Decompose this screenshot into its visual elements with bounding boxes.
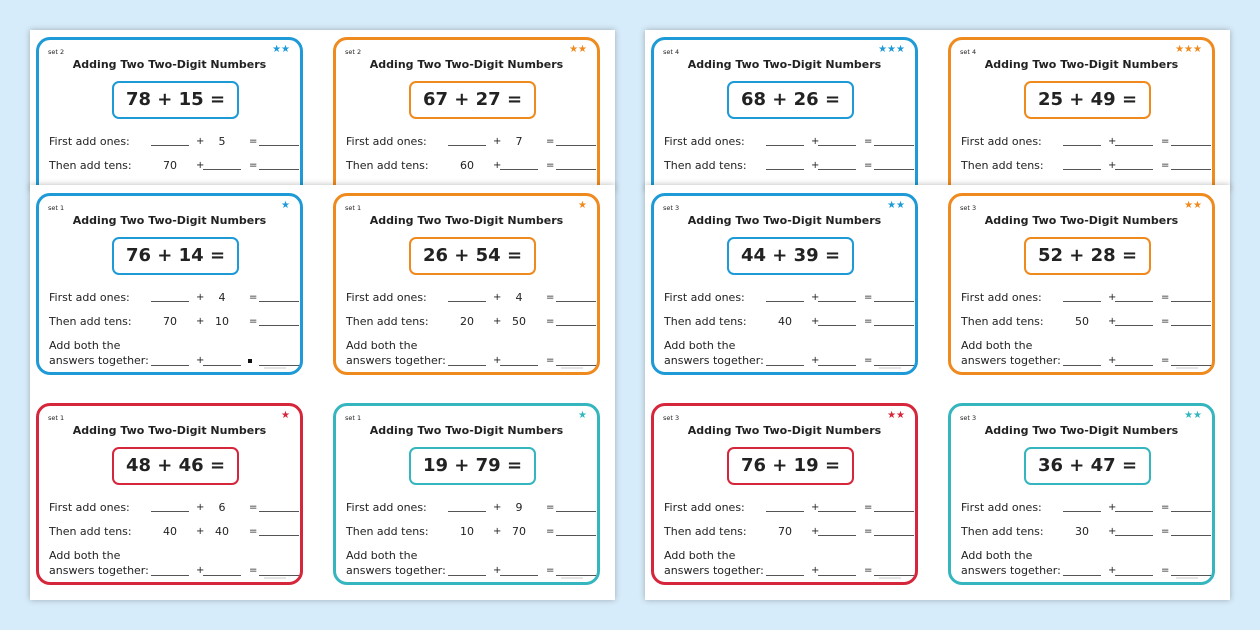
answers-together-label: answers together: <box>346 564 446 577</box>
difficulty-stars-icon: ★★ <box>272 44 290 55</box>
set-label: set 4 <box>960 48 977 56</box>
tens-value: 70 <box>163 315 177 328</box>
set-label: set 3 <box>663 204 680 212</box>
equals-sign: = <box>249 565 258 576</box>
first-add-ones-label: First add ones: <box>664 291 745 304</box>
card-title: Adding Two Two-Digit Numbers <box>72 214 267 227</box>
answer-blank[interactable] <box>556 511 596 512</box>
answer-blank[interactable] <box>556 575 596 576</box>
answer-blank[interactable] <box>874 169 914 170</box>
answer-blank[interactable] <box>259 145 299 146</box>
equals-sign: = <box>864 502 873 513</box>
card-title: Adding Two Two-Digit Numbers <box>369 424 564 437</box>
footer-mark <box>264 367 286 369</box>
plus-sign: + <box>811 160 820 171</box>
footer-mark <box>561 577 583 579</box>
ones-value: 9 <box>515 501 523 514</box>
tens-value: 10 <box>460 525 474 538</box>
plus-sign: + <box>493 526 502 537</box>
answer-blank[interactable] <box>1115 301 1153 302</box>
tens-value: 60 <box>460 159 474 172</box>
answer-blank[interactable] <box>1171 365 1211 366</box>
plus-sign: + <box>493 502 502 513</box>
answer-blank[interactable] <box>556 365 596 366</box>
ones-value: 4 <box>515 291 523 304</box>
tens-value: 70 <box>778 525 792 538</box>
add-both-label: Add both the <box>346 339 418 352</box>
equals-sign: = <box>546 160 555 171</box>
equation-box: 25 + 49 = <box>1024 81 1151 119</box>
footer-mark <box>1176 577 1198 579</box>
card-title: Adding Two Two-Digit Numbers <box>984 424 1179 437</box>
difficulty-stars-icon: ★★ <box>1184 200 1202 211</box>
answers-together-label: answers together: <box>346 354 446 367</box>
answer-blank[interactable] <box>874 301 914 302</box>
set-label: set 3 <box>960 414 977 422</box>
equation-box: 48 + 46 = <box>112 447 239 485</box>
set-label: set 3 <box>663 414 680 422</box>
ones-value: 5 <box>218 135 226 148</box>
answer-blank[interactable] <box>259 301 299 302</box>
answer-blank[interactable] <box>1063 145 1101 146</box>
then-add-tens-label: Then add tens: <box>346 159 429 172</box>
equals-sign: = <box>249 160 258 171</box>
task-card <box>333 403 600 585</box>
answer-blank[interactable] <box>448 365 486 366</box>
equals-square-icon <box>248 359 252 363</box>
answer-blank[interactable] <box>448 575 486 576</box>
answer-blank[interactable] <box>259 365 299 366</box>
difficulty-stars-icon: ★★ <box>887 200 905 211</box>
plus-sign: + <box>196 565 205 576</box>
plus-sign: + <box>811 292 820 303</box>
difficulty-stars-icon: ★ <box>578 200 587 211</box>
equation-box: 76 + 14 = <box>112 237 239 275</box>
difficulty-stars-icon: ★★ <box>1184 410 1202 421</box>
answer-blank[interactable] <box>818 145 856 146</box>
set-label: set 1 <box>48 204 65 212</box>
tens-value: 40 <box>215 525 229 538</box>
answer-blank[interactable] <box>556 301 596 302</box>
then-add-tens-label: Then add tens: <box>49 159 132 172</box>
answer-blank[interactable] <box>151 145 189 146</box>
plus-sign: + <box>493 136 502 147</box>
answer-blank[interactable] <box>818 301 856 302</box>
answer-blank[interactable] <box>259 325 299 326</box>
answer-blank[interactable] <box>151 575 189 576</box>
answers-together-label: answers together: <box>49 354 149 367</box>
answers-together-label: answers together: <box>49 564 149 577</box>
task-card <box>36 37 303 190</box>
first-add-ones-label: First add ones: <box>346 291 427 304</box>
add-both-label: Add both the <box>664 339 736 352</box>
add-both-label: Add both the <box>961 549 1033 562</box>
answer-blank[interactable] <box>1063 301 1101 302</box>
answer-blank[interactable] <box>818 325 856 326</box>
plus-sign: + <box>811 502 820 513</box>
answer-blank[interactable] <box>203 575 241 576</box>
answer-blank[interactable] <box>500 169 538 170</box>
answer-blank[interactable] <box>1115 575 1153 576</box>
worksheet-front-left <box>30 185 615 600</box>
set-label: set 1 <box>345 414 362 422</box>
first-add-ones-label: First add ones: <box>664 501 745 514</box>
equals-sign: = <box>546 565 555 576</box>
footer-mark <box>879 367 901 369</box>
first-add-ones-label: First add ones: <box>346 501 427 514</box>
equals-sign: = <box>1161 136 1170 147</box>
card-title: Adding Two Two-Digit Numbers <box>72 58 267 71</box>
tens-value: 50 <box>512 315 526 328</box>
equals-sign: = <box>249 136 258 147</box>
equals-sign: = <box>864 316 873 327</box>
answer-blank[interactable] <box>874 365 914 366</box>
equals-sign: = <box>546 526 555 537</box>
answer-blank[interactable] <box>766 301 804 302</box>
first-add-ones-label: First add ones: <box>346 135 427 148</box>
then-add-tens-label: Then add tens: <box>961 315 1044 328</box>
answer-blank[interactable] <box>766 145 804 146</box>
first-add-ones-label: First add ones: <box>49 501 130 514</box>
plus-sign: + <box>493 160 502 171</box>
then-add-tens-label: Then add tens: <box>664 315 747 328</box>
answer-blank[interactable] <box>259 575 299 576</box>
answer-blank[interactable] <box>818 535 856 536</box>
plus-sign: + <box>196 292 205 303</box>
equation-box: 76 + 19 = <box>727 447 854 485</box>
add-both-label: Add both the <box>49 339 121 352</box>
answer-blank[interactable] <box>448 301 486 302</box>
worksheet-back-right <box>645 30 1230 190</box>
equals-sign: = <box>1161 292 1170 303</box>
equals-sign: = <box>249 502 258 513</box>
then-add-tens-label: Then add tens: <box>961 525 1044 538</box>
answer-blank[interactable] <box>1171 575 1211 576</box>
add-both-label: Add both the <box>961 339 1033 352</box>
first-add-ones-label: First add ones: <box>49 291 130 304</box>
answer-blank[interactable] <box>500 575 538 576</box>
answer-blank[interactable] <box>448 511 486 512</box>
equals-sign: = <box>1161 565 1170 576</box>
equals-sign: = <box>546 502 555 513</box>
equals-sign: = <box>546 316 555 327</box>
first-add-ones-label: First add ones: <box>49 135 130 148</box>
answer-blank[interactable] <box>259 511 299 512</box>
answer-blank[interactable] <box>766 575 804 576</box>
answer-blank[interactable] <box>203 365 241 366</box>
plus-sign: + <box>493 316 502 327</box>
plus-sign: + <box>196 316 205 327</box>
answer-blank[interactable] <box>1115 325 1153 326</box>
plus-sign: + <box>811 565 820 576</box>
answer-blank[interactable] <box>1171 169 1211 170</box>
equation-box: 52 + 28 = <box>1024 237 1151 275</box>
answer-blank[interactable] <box>151 365 189 366</box>
footer-mark <box>879 577 901 579</box>
answer-blank[interactable] <box>1063 169 1101 170</box>
first-add-ones-label: First add ones: <box>961 501 1042 514</box>
answers-together-label: answers together: <box>961 354 1061 367</box>
set-label: set 2 <box>345 48 362 56</box>
difficulty-stars-icon: ★★★ <box>1175 44 1202 55</box>
answer-blank[interactable] <box>448 145 486 146</box>
answer-blank[interactable] <box>766 169 804 170</box>
tens-value: 70 <box>512 525 526 538</box>
then-add-tens-label: Then add tens: <box>346 525 429 538</box>
equals-sign: = <box>546 292 555 303</box>
answer-blank[interactable] <box>556 325 596 326</box>
equals-sign: = <box>864 160 873 171</box>
equals-sign: = <box>249 526 258 537</box>
task-card <box>333 193 600 375</box>
set-label: set 1 <box>345 204 362 212</box>
plus-sign: + <box>811 316 820 327</box>
equals-sign: = <box>1161 316 1170 327</box>
footer-mark <box>561 367 583 369</box>
answer-blank[interactable] <box>874 511 914 512</box>
answer-blank[interactable] <box>818 511 856 512</box>
equals-sign: = <box>1161 502 1170 513</box>
plus-sign: + <box>1108 502 1117 513</box>
answer-blank[interactable] <box>1171 301 1211 302</box>
first-add-ones-label: First add ones: <box>664 135 745 148</box>
task-card <box>36 193 303 375</box>
plus-sign: + <box>811 526 820 537</box>
answer-blank[interactable] <box>1063 511 1101 512</box>
task-card <box>651 37 918 190</box>
answer-blank[interactable] <box>151 301 189 302</box>
plus-sign: + <box>493 565 502 576</box>
answer-blank[interactable] <box>1115 145 1153 146</box>
card-title: Adding Two Two-Digit Numbers <box>984 214 1179 227</box>
equals-sign: = <box>864 136 873 147</box>
equals-sign: = <box>864 355 873 366</box>
answer-blank[interactable] <box>874 325 914 326</box>
answer-blank[interactable] <box>818 575 856 576</box>
set-label: set 1 <box>48 414 65 422</box>
equals-sign: = <box>546 355 555 366</box>
answer-blank[interactable] <box>818 365 856 366</box>
answer-blank[interactable] <box>556 535 596 536</box>
card-title: Adding Two Two-Digit Numbers <box>369 58 564 71</box>
difficulty-stars-icon: ★ <box>281 410 290 421</box>
then-add-tens-label: Then add tens: <box>49 525 132 538</box>
ones-value: 7 <box>515 135 523 148</box>
task-card <box>333 37 600 190</box>
first-add-ones-label: First add ones: <box>961 135 1042 148</box>
set-label: set 2 <box>48 48 65 56</box>
answer-blank[interactable] <box>766 511 804 512</box>
footer-mark <box>264 577 286 579</box>
equals-sign: = <box>1161 160 1170 171</box>
answer-blank[interactable] <box>874 575 914 576</box>
equation-box: 78 + 15 = <box>112 81 239 119</box>
tens-value: 40 <box>778 315 792 328</box>
plus-sign: + <box>811 355 820 366</box>
answer-blank[interactable] <box>1171 511 1211 512</box>
answer-blank[interactable] <box>1115 365 1153 366</box>
answer-blank[interactable] <box>500 365 538 366</box>
equals-sign: = <box>864 565 873 576</box>
task-card <box>948 37 1215 190</box>
tens-value: 30 <box>1075 525 1089 538</box>
first-add-ones-label: First add ones: <box>961 291 1042 304</box>
answer-blank[interactable] <box>1171 535 1211 536</box>
tens-value: 50 <box>1075 315 1089 328</box>
plus-sign: + <box>1108 565 1117 576</box>
answer-blank[interactable] <box>1115 511 1153 512</box>
equation-box: 44 + 39 = <box>727 237 854 275</box>
card-title: Adding Two Two-Digit Numbers <box>687 58 882 71</box>
task-card <box>948 403 1215 585</box>
plus-sign: + <box>1108 292 1117 303</box>
plus-sign: + <box>811 136 820 147</box>
equals-sign: = <box>249 292 258 303</box>
answers-together-label: answers together: <box>664 564 764 577</box>
task-card <box>651 193 918 375</box>
answer-blank[interactable] <box>1115 535 1153 536</box>
then-add-tens-label: Then add tens: <box>961 159 1044 172</box>
plus-sign: + <box>1108 136 1117 147</box>
answer-blank[interactable] <box>818 169 856 170</box>
difficulty-stars-icon: ★★★ <box>878 44 905 55</box>
add-both-label: Add both the <box>49 549 121 562</box>
answers-together-label: answers together: <box>664 354 764 367</box>
set-label: set 3 <box>960 204 977 212</box>
equation-box: 36 + 47 = <box>1024 447 1151 485</box>
answer-blank[interactable] <box>874 535 914 536</box>
answers-together-label: answers together: <box>961 564 1061 577</box>
equation-box: 67 + 27 = <box>409 81 536 119</box>
card-title: Adding Two Two-Digit Numbers <box>687 424 882 437</box>
task-card <box>948 193 1215 375</box>
answer-blank[interactable] <box>556 145 596 146</box>
equals-sign: = <box>1161 526 1170 537</box>
answer-blank[interactable] <box>1063 575 1101 576</box>
equals-sign: = <box>864 292 873 303</box>
then-add-tens-label: Then add tens: <box>346 315 429 328</box>
plus-sign: + <box>1108 316 1117 327</box>
task-card <box>36 403 303 585</box>
equation-box: 68 + 26 = <box>727 81 854 119</box>
plus-sign: + <box>1108 160 1117 171</box>
answer-blank[interactable] <box>1171 325 1211 326</box>
tens-value: 70 <box>163 159 177 172</box>
plus-sign: + <box>493 355 502 366</box>
plus-sign: + <box>196 160 205 171</box>
plus-sign: + <box>196 526 205 537</box>
ones-value: 6 <box>218 501 226 514</box>
plus-sign: + <box>196 136 205 147</box>
tens-value: 40 <box>163 525 177 538</box>
equals-sign: = <box>249 316 258 327</box>
card-title: Adding Two Two-Digit Numbers <box>687 214 882 227</box>
add-both-label: Add both the <box>346 549 418 562</box>
set-label: set 4 <box>663 48 680 56</box>
answer-blank[interactable] <box>1171 145 1211 146</box>
equals-sign: = <box>546 136 555 147</box>
plus-sign: + <box>196 502 205 513</box>
difficulty-stars-icon: ★★ <box>887 410 905 421</box>
card-title: Adding Two Two-Digit Numbers <box>984 58 1179 71</box>
tens-value: 10 <box>215 315 229 328</box>
ones-value: 4 <box>218 291 226 304</box>
card-title: Adding Two Two-Digit Numbers <box>369 214 564 227</box>
equals-sign: = <box>864 526 873 537</box>
difficulty-stars-icon: ★★ <box>569 44 587 55</box>
add-both-label: Add both the <box>664 549 736 562</box>
answer-blank[interactable] <box>874 145 914 146</box>
difficulty-stars-icon: ★ <box>578 410 587 421</box>
footer-mark <box>1176 367 1198 369</box>
worksheet-back-left <box>30 30 615 190</box>
answer-blank[interactable] <box>151 511 189 512</box>
worksheet-front-right <box>645 185 1230 600</box>
card-title: Adding Two Two-Digit Numbers <box>72 424 267 437</box>
task-card <box>651 403 918 585</box>
equation-box: 26 + 54 = <box>409 237 536 275</box>
then-add-tens-label: Then add tens: <box>49 315 132 328</box>
then-add-tens-label: Then add tens: <box>664 159 747 172</box>
plus-sign: + <box>1108 526 1117 537</box>
then-add-tens-label: Then add tens: <box>664 525 747 538</box>
answer-blank[interactable] <box>766 365 804 366</box>
answer-blank[interactable] <box>259 169 299 170</box>
tens-value: 20 <box>460 315 474 328</box>
difficulty-stars-icon: ★ <box>281 200 290 211</box>
answer-blank[interactable] <box>1115 169 1153 170</box>
equals-sign: = <box>1161 355 1170 366</box>
plus-sign: + <box>196 355 205 366</box>
answer-blank[interactable] <box>556 169 596 170</box>
equation-box: 19 + 79 = <box>409 447 536 485</box>
answer-blank[interactable] <box>203 169 241 170</box>
plus-sign: + <box>493 292 502 303</box>
answer-blank[interactable] <box>1063 365 1101 366</box>
plus-sign: + <box>1108 355 1117 366</box>
answer-blank[interactable] <box>259 535 299 536</box>
